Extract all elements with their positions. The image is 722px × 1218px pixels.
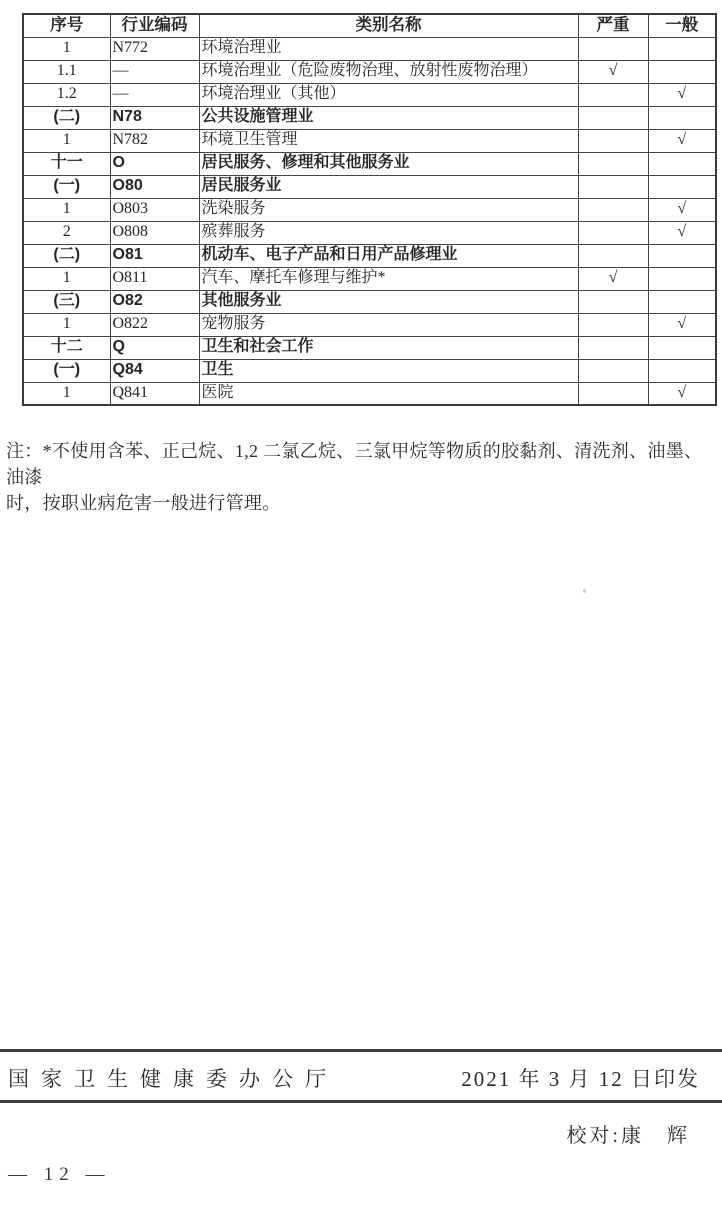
cell-industry-code: N772 — [110, 37, 199, 60]
cell-general-check — [648, 37, 716, 60]
cell-general-check: √ — [648, 129, 716, 152]
header-general: 一般 — [648, 14, 716, 37]
cell-seq-no: (二) — [23, 244, 110, 267]
header-category-name: 类别名称 — [199, 14, 578, 37]
cell-general-check: √ — [648, 221, 716, 244]
cell-severe-check — [578, 244, 648, 267]
cell-category-name: 汽车、摩托车修理与维护* — [199, 267, 578, 290]
cell-industry-code: N782 — [110, 129, 199, 152]
cell-industry-code: Q — [110, 336, 199, 359]
scan-artifact-dot — [583, 589, 586, 593]
cell-category-name: 殡葬服务 — [199, 221, 578, 244]
table-row — [23, 198, 716, 221]
cell-category-name: 卫生 — [199, 359, 578, 382]
cell-seq-no: 1 — [23, 129, 110, 152]
cell-general-check: √ — [648, 382, 716, 405]
cell-severe-check — [578, 198, 648, 221]
cell-general-check: √ — [648, 83, 716, 106]
cell-severe-check — [578, 83, 648, 106]
cell-severe-check — [578, 129, 648, 152]
table-row — [23, 152, 716, 175]
cell-category-name: 洗染服务 — [199, 198, 578, 221]
header-severe: 严重 — [578, 14, 648, 37]
cell-general-check — [648, 244, 716, 267]
cell-industry-code: — — [110, 60, 199, 83]
table-body — [23, 37, 716, 405]
cell-industry-code: O81 — [110, 244, 199, 267]
cell-category-name: 医院 — [199, 382, 578, 405]
table-row — [23, 382, 716, 405]
cell-seq-no: 1 — [23, 267, 110, 290]
cell-seq-no: (一) — [23, 175, 110, 198]
cell-category-name: 环境治理业（危险废物治理、放射性废物治理） — [199, 60, 578, 83]
cell-severe-check — [578, 106, 648, 129]
print-date: 2021 年 3 月 12 日印发 — [461, 1067, 700, 1091]
cell-category-name: 机动车、电子产品和日用产品修理业 — [199, 244, 578, 267]
cell-general-check — [648, 152, 716, 175]
cell-general-check — [648, 175, 716, 198]
table-row — [23, 313, 716, 336]
cell-seq-no: 1.1 — [23, 60, 110, 83]
cell-general-check — [648, 106, 716, 129]
cell-severe-check — [578, 336, 648, 359]
table-row — [23, 60, 716, 83]
footer-rule-bottom — [0, 1100, 722, 1103]
cell-severe-check — [578, 382, 648, 405]
table-row — [23, 221, 716, 244]
cell-industry-code: Q841 — [110, 382, 199, 405]
cell-category-name: 环境治理业 — [199, 37, 578, 60]
table-row — [23, 290, 716, 313]
cell-category-name: 公共设施管理业 — [199, 106, 578, 129]
footnote-line-1: 注：*不使用含苯、正己烷、1,2 二氯乙烷、三氯甲烷等物质的胶黏剂、清洗剂、油墨、油漆 — [6, 441, 703, 487]
cell-severe-check — [578, 221, 648, 244]
classification-table — [22, 13, 717, 406]
cell-category-name: 其他服务业 — [199, 290, 578, 313]
cell-industry-code: Q84 — [110, 359, 199, 382]
footer-colophon-row — [8, 1063, 700, 1093]
table-row — [23, 129, 716, 152]
cell-seq-no: (二) — [23, 106, 110, 129]
cell-industry-code: — — [110, 83, 199, 106]
table-row — [23, 37, 716, 60]
cell-industry-code: O811 — [110, 267, 199, 290]
cell-severe-check — [578, 37, 648, 60]
cell-seq-no: 十二 — [23, 336, 110, 359]
cell-industry-code: O — [110, 152, 199, 175]
cell-seq-no: 1 — [23, 382, 110, 405]
header-seq-no: 序号 — [23, 14, 110, 37]
cell-general-check — [648, 336, 716, 359]
cell-seq-no: 2 — [23, 221, 110, 244]
cell-general-check — [648, 290, 716, 313]
cell-seq-no: 1.2 — [23, 83, 110, 106]
cell-industry-code: O80 — [110, 175, 199, 198]
cell-severe-check: √ — [578, 60, 648, 83]
cell-seq-no: (三) — [23, 290, 110, 313]
cell-seq-no: (一) — [23, 359, 110, 382]
footnote-line-2: 时，按职业病危害一般进行管理。 — [6, 493, 281, 513]
table-row — [23, 83, 716, 106]
header-industry-code: 行业编码 — [110, 14, 199, 37]
cell-severe-check — [578, 152, 648, 175]
cell-severe-check — [578, 313, 648, 336]
table-header-row — [23, 14, 716, 37]
table-row — [23, 359, 716, 382]
cell-severe-check — [578, 359, 648, 382]
cell-seq-no: 1 — [23, 313, 110, 336]
footnote — [6, 438, 718, 516]
cell-category-name: 环境治理业（其他） — [199, 83, 578, 106]
table-row — [23, 106, 716, 129]
cell-severe-check — [578, 290, 648, 313]
cell-industry-code: O803 — [110, 198, 199, 221]
page-number: — 12 — — [8, 1164, 111, 1185]
cell-seq-no: 1 — [23, 37, 110, 60]
cell-general-check — [648, 60, 716, 83]
cell-general-check — [648, 359, 716, 382]
cell-seq-no: 十一 — [23, 152, 110, 175]
table-row — [23, 267, 716, 290]
cell-industry-code: N78 — [110, 106, 199, 129]
cell-category-name: 卫生和社会工作 — [199, 336, 578, 359]
table-row — [23, 336, 716, 359]
cell-severe-check: √ — [578, 267, 648, 290]
cell-category-name: 居民服务、修理和其他服务业 — [199, 152, 578, 175]
issuing-office: 国家卫生健康委办公厅 — [8, 1067, 338, 1091]
cell-category-name: 环境卫生管理 — [199, 129, 578, 152]
cell-industry-code: O82 — [110, 290, 199, 313]
cell-seq-no: 1 — [23, 198, 110, 221]
table-row — [23, 244, 716, 267]
cell-category-name: 宠物服务 — [199, 313, 578, 336]
footer-rule-top — [0, 1049, 722, 1052]
proofreader: 校对:康 辉 — [566, 1125, 690, 1147]
cell-industry-code: O808 — [110, 221, 199, 244]
cell-severe-check — [578, 175, 648, 198]
cell-category-name: 居民服务业 — [199, 175, 578, 198]
cell-general-check: √ — [648, 313, 716, 336]
cell-industry-code: O822 — [110, 313, 199, 336]
cell-general-check: √ — [648, 198, 716, 221]
cell-general-check — [648, 267, 716, 290]
table-row — [23, 175, 716, 198]
